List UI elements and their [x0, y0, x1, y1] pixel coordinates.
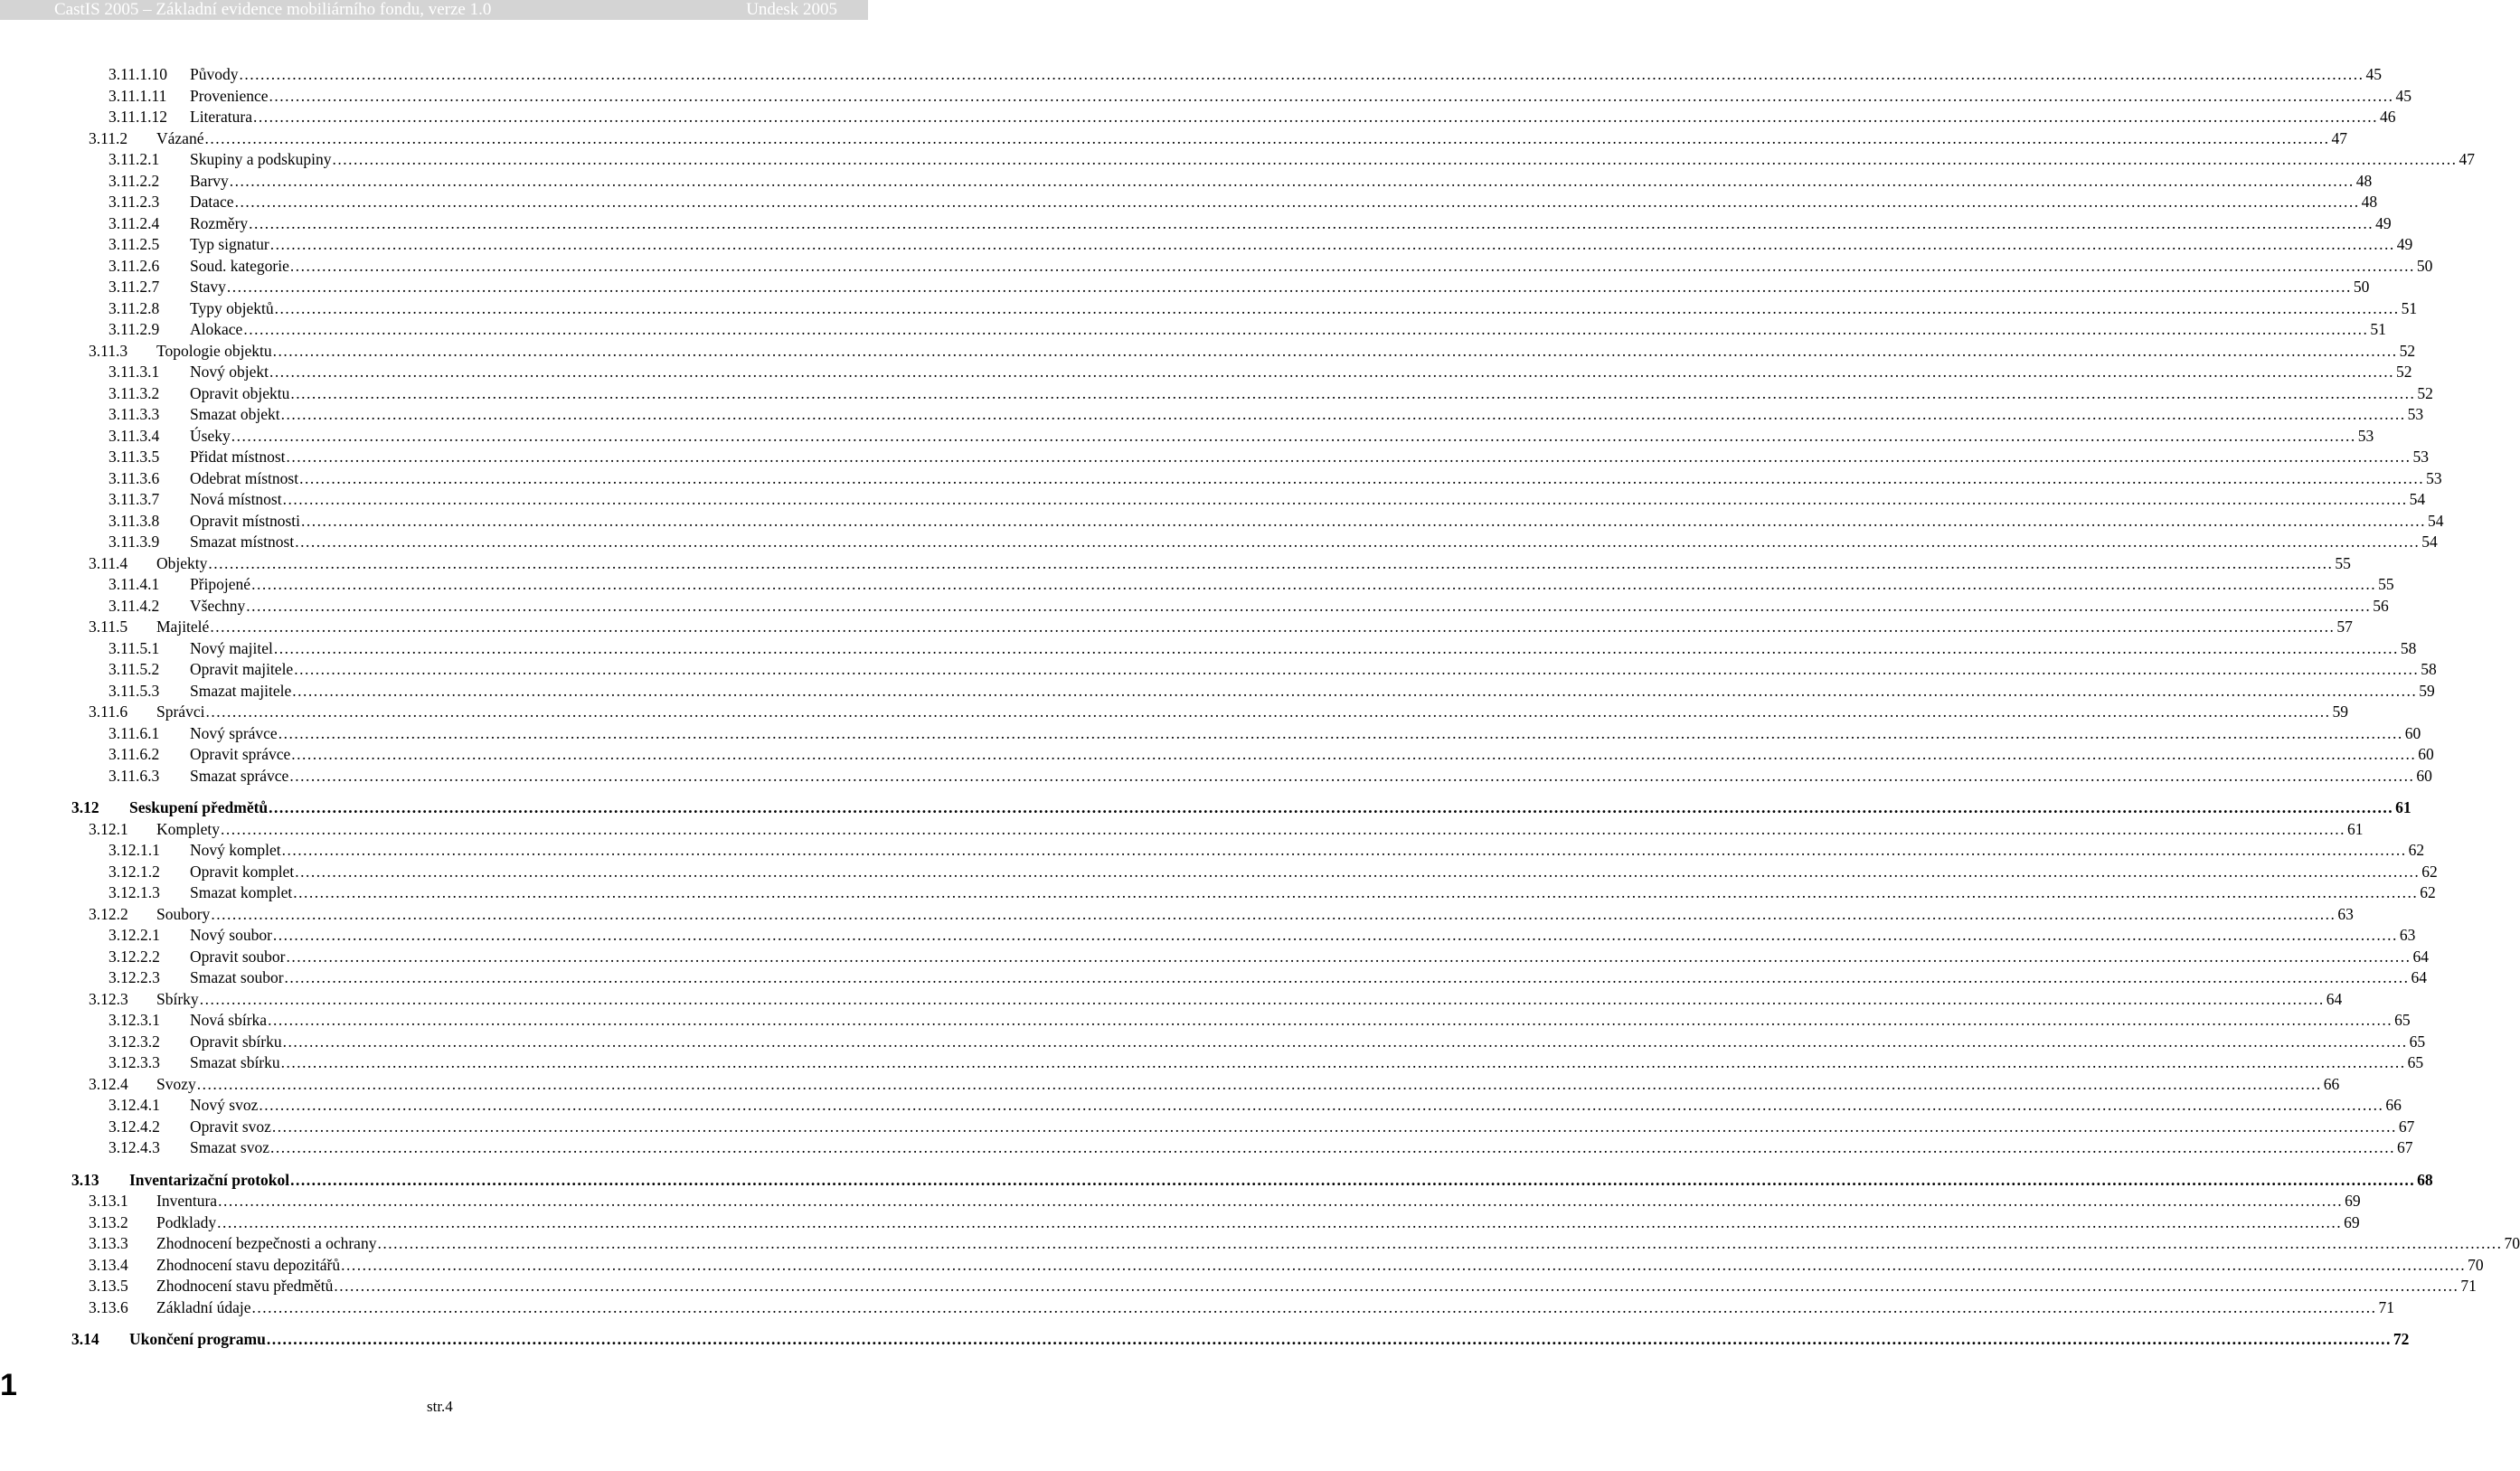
toc-entry[interactable]	[0, 922, 2416, 944]
toc-entry-number: 3.11.5.2	[109, 660, 160, 678]
dot-leader: ................................................................................................................................................................................................................................................................................................................................................................................................................	[249, 213, 2374, 232]
toc-entry-page: 62	[2420, 883, 2436, 901]
dot-leader: ................................................................................................................................................................................................................................................................................................................................................................................................................	[280, 1053, 2406, 1071]
toc-entry[interactable]	[0, 211, 2392, 232]
toc-entry-title: Seskupení předmětů	[129, 798, 269, 816]
toc-entry-page: 65	[2394, 1011, 2411, 1029]
toc-entry-title: Správci	[156, 702, 205, 721]
toc-entry-number: 3.11.6.1	[109, 723, 160, 742]
toc-entry-title: Opravit komplet	[190, 862, 295, 881]
toc-entry-number: 3.11.2.5	[109, 235, 160, 253]
toc-entry-page: 54	[2421, 533, 2438, 551]
dot-leader: ................................................................................................................................................................................................................................................................................................................................................................................................................	[210, 618, 2336, 636]
toc-entry-page: 51	[2370, 320, 2386, 338]
toc-entry[interactable]	[0, 699, 2348, 721]
toc-entry-number: 3.13.1	[89, 1192, 128, 1210]
toc-entry-page: 45	[2395, 86, 2411, 105]
toc-entry-title: Skupiny a podskupiny	[190, 150, 332, 168]
toc-entry-number: 3.11.3.3	[109, 405, 160, 423]
dot-leader: ................................................................................................................................................................................................................................................................................................................................................................................................................	[251, 1297, 2377, 1316]
toc-entry-title: Nový majitel	[190, 638, 273, 657]
toc-entry-page: 65	[2407, 1053, 2424, 1071]
dot-leader: ................................................................................................................................................................................................................................................................................................................................................................................................................	[221, 819, 2345, 838]
dot-leader: ................................................................................................................................................................................................................................................................................................................................................................................................................	[301, 511, 2427, 530]
toc-entry[interactable]	[0, 401, 2424, 423]
toc-entry-page: 53	[2407, 405, 2424, 423]
toc-entry-number: 3.11.1.11	[109, 86, 167, 105]
toc-entry-page: 70	[2504, 1234, 2520, 1252]
dot-leader: ................................................................................................................................................................................................................................................................................................................................................................................................................	[211, 904, 2336, 923]
toc-entry-page: 64	[2411, 968, 2428, 986]
toc-entry-page: 55	[2335, 553, 2351, 572]
toc-entry-number: 3.11.1.12	[109, 108, 167, 126]
dot-leader: ................................................................................................................................................................................................................................................................................................................................................................................................................	[269, 798, 2394, 816]
toc-entry-title: Připojené	[190, 575, 251, 593]
dot-leader: ................................................................................................................................................................................................................................................................................................................................................................................................................	[278, 723, 2403, 742]
toc-entry[interactable]	[0, 61, 2382, 83]
toc-entry-title: Literatura	[190, 108, 252, 126]
toc-entry-page: 48	[2355, 171, 2373, 190]
toc-entry-page: 49	[2396, 235, 2413, 253]
toc-entry-number: 3.12.3.1	[109, 1011, 160, 1029]
toc-entry-number: 3.13.6	[89, 1297, 128, 1316]
toc-entry-number: 3.12.1.3	[109, 883, 160, 901]
toc-entry-page: 63	[2399, 926, 2416, 944]
dot-leader: ................................................................................................................................................................................................................................................................................................................................................................................................................	[341, 1255, 2467, 1274]
toc-entry-number: 3.11.4.1	[109, 575, 160, 593]
toc-entry-title: Typy objektů	[190, 298, 274, 317]
dot-leader: ................................................................................................................................................................................................................................................................................................................................................................................................................	[269, 235, 2395, 253]
dot-leader: ................................................................................................................................................................................................................................................................................................................................................................................................................	[286, 448, 2411, 466]
toc-entry[interactable]	[0, 529, 2438, 551]
toc-entry-number: 3.11.2.7	[109, 278, 160, 296]
toc-entry[interactable]	[0, 83, 2411, 105]
toc-entry-number: 3.13	[71, 1170, 99, 1189]
toc-entry-title: Inventura	[156, 1192, 218, 1210]
toc-entry-title: Rozměry	[190, 213, 249, 232]
toc-entry[interactable]	[0, 593, 2389, 615]
toc-entry-page: 59	[2419, 681, 2435, 700]
toc-entry-page: 60	[2404, 723, 2421, 742]
toc-entry-title: Stavy	[190, 278, 226, 296]
toc-entry-title: Objekty	[156, 553, 208, 572]
dot-leader: ................................................................................................................................................................................................................................................................................................................................................................................................................	[234, 193, 2360, 211]
toc-entry-number: 3.11.2.4	[109, 213, 160, 232]
toc-entry-title: Zhodnocení stavu předmětů	[156, 1277, 334, 1295]
toc-entry-title: Odebrat místnost	[190, 468, 299, 487]
toc-entry-title: Typ signatur	[190, 235, 269, 253]
dot-leader: ................................................................................................................................................................................................................................................................................................................................................................................................................	[266, 1330, 2392, 1348]
toc-entry-page: 49	[2375, 213, 2392, 232]
toc-entry[interactable]	[0, 1252, 2484, 1274]
toc-entry-title: Komplety	[156, 819, 220, 838]
dot-leader: ................................................................................................................................................................................................................................................................................................................................................................................................................	[205, 702, 2331, 721]
toc-entry-title: Opravit správce	[190, 745, 291, 763]
toc-entry[interactable]	[0, 338, 2416, 360]
toc-entry[interactable]	[0, 444, 2429, 466]
dot-leader: ................................................................................................................................................................................................................................................................................................................................................................................................................	[289, 256, 2415, 275]
toc-entry-page: 59	[2332, 702, 2348, 721]
dot-leader: ................................................................................................................................................................................................................................................................................................................................................................................................................	[293, 883, 2419, 901]
toc-entry-number: 3.12.2.1	[109, 926, 160, 944]
toc-entry-number: 3.12.3.3	[109, 1053, 160, 1071]
dot-leader: ................................................................................................................................................................................................................................................................................................................................................................................................................	[269, 363, 2395, 381]
toc-entry-title: Nový komplet	[190, 841, 281, 859]
dot-leader: ................................................................................................................................................................................................................................................................................................................................................................................................................	[246, 596, 2372, 615]
toc-entry[interactable]	[0, 423, 2374, 445]
toc-entry-number: 3.12.4	[89, 1074, 128, 1093]
toc-entry[interactable]	[0, 1188, 2361, 1210]
toc-entry-number: 3.11.6.3	[109, 766, 160, 785]
toc-entry-number: 3.12	[71, 798, 99, 816]
toc-entry-page: 51	[2401, 298, 2418, 317]
toc-entry-title: Vázané	[156, 128, 204, 147]
toc-entry-page: 55	[2378, 575, 2394, 593]
toc-entry-number: 3.11.3.1	[109, 363, 160, 381]
toc-entry-title: Smazat majitele	[190, 681, 292, 700]
toc-entry-title: Barvy	[190, 171, 229, 190]
dot-leader: ................................................................................................................................................................................................................................................................................................................................................................................................................	[280, 405, 2406, 423]
toc-entry[interactable]	[0, 944, 2429, 966]
margin-number: 1	[0, 1368, 17, 1402]
toc-entry-title: Zhodnocení stavu depozitářů	[156, 1255, 341, 1274]
dot-leader: ................................................................................................................................................................................................................................................................................................................................................................................................................	[290, 383, 2416, 402]
toc-entry-page: 56	[2373, 596, 2389, 615]
toc-entry[interactable]	[0, 678, 2435, 700]
toc-entry-page: 64	[2326, 989, 2343, 1008]
toc-entry-number: 3.12.1	[89, 819, 128, 838]
dot-leader: ................................................................................................................................................................................................................................................................................................................................................................................................................	[295, 533, 2421, 551]
dot-leader: ................................................................................................................................................................................................................................................................................................................................................................................................................	[290, 1170, 2416, 1189]
dot-leader: ................................................................................................................................................................................................................................................................................................................................................................................................................	[273, 638, 2399, 657]
dot-leader: ................................................................................................................................................................................................................................................................................................................................................................................................................	[286, 947, 2411, 966]
toc-entry-number: 3.12.2	[89, 904, 128, 923]
toc-entry-number: 3.12.2.3	[109, 968, 160, 986]
dot-leader: ................................................................................................................................................................................................................................................................................................................................................................................................................	[218, 1192, 2344, 1210]
toc-entry-title: Opravit soubor	[190, 947, 286, 966]
toc-entry[interactable]	[0, 1167, 2433, 1189]
toc-entry-title: Topologie objektu	[156, 341, 272, 360]
dot-leader: ................................................................................................................................................................................................................................................................................................................................................................................................................	[299, 468, 2425, 487]
toc-entry[interactable]	[0, 296, 2418, 317]
toc-entry-page: 53	[2357, 426, 2374, 445]
toc-entry-page: 69	[2344, 1212, 2360, 1231]
toc-entry[interactable]	[0, 795, 2411, 816]
toc-entry[interactable]	[0, 1295, 2394, 1316]
toc-entry-title: Nový soubor	[190, 926, 272, 944]
toc-entry-page: 69	[2345, 1192, 2361, 1210]
toc-entry-page: 60	[2418, 745, 2434, 763]
dot-leader: ................................................................................................................................................................................................................................................................................................................................................................................................................	[217, 1212, 2343, 1231]
toc-entry-number: 3.11.2.2	[109, 171, 160, 190]
toc-entry-page: 66	[2323, 1074, 2340, 1093]
toc-entry[interactable]	[0, 571, 2394, 593]
dot-leader: ................................................................................................................................................................................................................................................................................................................................................................................................................	[271, 1117, 2397, 1136]
toc-entry-title: Smazat objekt	[190, 405, 280, 423]
dot-leader: ................................................................................................................................................................................................................................................................................................................................................................................................................	[274, 298, 2400, 317]
toc-entry-number: 3.11.2.3	[109, 193, 160, 211]
toc-entry-title: Přidat místnost	[190, 448, 286, 466]
dot-leader: ................................................................................................................................................................................................................................................................................................................................................................................................................	[281, 841, 2407, 859]
toc-entry-page: 54	[2409, 490, 2426, 508]
toc-entry-page: 50	[2353, 278, 2370, 296]
toc-entry-number: 3.11.4.2	[109, 596, 160, 615]
toc-entry[interactable]	[0, 880, 2436, 901]
dot-leader: ................................................................................................................................................................................................................................................................................................................................................................................................................	[272, 926, 2398, 944]
toc-entry-number: 3.11.3.9	[109, 533, 160, 551]
toc-entry-page: 48	[2361, 193, 2378, 211]
dot-leader: ................................................................................................................................................................................................................................................................................................................................................................................................................	[269, 1138, 2395, 1156]
toc-entry-page: 52	[2396, 363, 2412, 381]
toc-entry-title: Sbírky	[156, 989, 199, 1008]
toc-entry-number: 3.13.2	[89, 1212, 128, 1231]
toc-entry-page: 45	[2365, 65, 2382, 83]
toc-entry-page: 67	[2398, 1117, 2415, 1136]
toc-entry-title: Všechny	[190, 596, 246, 615]
toc-entry-page: 58	[2421, 660, 2437, 678]
toc-entry-page: 50	[2416, 256, 2433, 275]
toc-entry-page: 71	[2378, 1297, 2394, 1316]
toc-entry-title: Nový svoz	[190, 1096, 259, 1114]
dot-leader: ................................................................................................................................................................................................................................................................................................................................................................................................................	[252, 108, 2378, 126]
toc-entry[interactable]	[0, 1326, 2410, 1348]
toc-entry-page: 65	[2409, 1032, 2426, 1051]
dot-leader: ................................................................................................................................................................................................................................................................................................................................................................................................................	[196, 1074, 2322, 1093]
toc-entry-title: Smazat sbírku	[190, 1053, 280, 1071]
toc-entry-title: Nová místnost	[190, 490, 282, 508]
toc-entry[interactable]	[0, 486, 2426, 508]
toc-entry-title: Opravit majitele	[190, 660, 294, 678]
toc-entry[interactable]	[0, 636, 2417, 657]
toc-entry-title: Svozy	[156, 1074, 196, 1093]
toc-entry[interactable]	[0, 721, 2421, 742]
toc-entry-number: 3.11.5.1	[109, 638, 160, 657]
toc-entry[interactable]	[0, 1210, 2360, 1231]
toc-entry-number: 3.11.4	[89, 553, 128, 572]
toc-entry[interactable]	[0, 104, 2396, 126]
toc-entry-number: 3.14	[71, 1330, 99, 1348]
toc-entry-page: 61	[2347, 819, 2364, 838]
header-author: Undesk 2005	[746, 0, 837, 19]
toc-entry-number: 3.12.3	[89, 989, 128, 1008]
toc-entry[interactable]	[0, 656, 2437, 678]
toc-entry-page: 52	[2417, 383, 2433, 402]
toc-entry[interactable]	[0, 1029, 2426, 1051]
toc-entry-number: 3.12.1.1	[109, 841, 160, 859]
toc-entry[interactable]	[0, 816, 2364, 838]
dot-leader: ................................................................................................................................................................................................................................................................................................................................................................................................................	[284, 968, 2410, 986]
dot-leader: ................................................................................................................................................................................................................................................................................................................................................................................................................	[239, 65, 2364, 83]
toc-entry-number: 3.11.2.9	[109, 320, 160, 338]
toc-entry-title: Alokace	[190, 320, 243, 338]
toc-entry-title: Smazat správce	[190, 766, 289, 785]
dot-leader: ................................................................................................................................................................................................................................................................................................................................................................................................................	[208, 553, 2334, 572]
toc-entry-page: 60	[2416, 766, 2432, 785]
toc-entry-page: 67	[2396, 1138, 2413, 1156]
toc-entry-title: Provenience	[190, 86, 269, 105]
toc-entry-title: Datace	[190, 193, 234, 211]
toc-entry-number: 3.11.3.2	[109, 383, 160, 402]
toc-entry[interactable]	[0, 614, 2353, 636]
dot-leader: ................................................................................................................................................................................................................................................................................................................................................................................................................	[231, 426, 2356, 445]
toc-entry[interactable]	[0, 253, 2433, 275]
toc-entry[interactable]	[0, 837, 2425, 859]
toc-entry-title: Smazat soubor	[190, 968, 284, 986]
dot-leader: ................................................................................................................................................................................................................................................................................................................................................................................................................	[243, 320, 2369, 338]
toc-entry[interactable]	[0, 1273, 2477, 1295]
toc-entry-title: Smazat svoz	[190, 1138, 269, 1156]
toc-entry-title: Úseky	[190, 426, 231, 445]
toc-entry-number: 3.11.1.10	[109, 65, 167, 83]
toc-entry[interactable]	[0, 126, 2347, 147]
toc-entry-page: 46	[2379, 108, 2396, 126]
toc-entry-title: Inventarizační protokol	[129, 1170, 290, 1189]
toc-entry-number: 3.11.5	[89, 618, 128, 636]
toc-entry-number: 3.11.3.8	[109, 511, 160, 530]
toc-entry-title: Soud. kategorie	[190, 256, 289, 275]
toc-entry[interactable]	[0, 763, 2432, 785]
toc-entry[interactable]	[0, 965, 2428, 986]
toc-entry-number: 3.11.2	[89, 128, 128, 147]
toc-entry-number: 3.13.5	[89, 1277, 128, 1295]
toc-entry-page: 47	[2331, 128, 2347, 147]
toc-entry-title: Opravit objektu	[190, 383, 290, 402]
dot-leader: ................................................................................................................................................................................................................................................................................................................................................................................................................	[226, 278, 2352, 296]
toc-entry-title: Nový správce	[190, 723, 278, 742]
toc-entry-page: 62	[2421, 862, 2438, 881]
toc-entry-page: 66	[2385, 1096, 2402, 1114]
dot-leader: ................................................................................................................................................................................................................................................................................................................................................................................................................	[269, 86, 2394, 105]
toc-entry-title: Majitelé	[156, 618, 210, 636]
toc-entry-number: 3.13.3	[89, 1234, 128, 1252]
dot-leader: ................................................................................................................................................................................................................................................................................................................................................................................................................	[334, 1277, 2459, 1295]
dot-leader: ................................................................................................................................................................................................................................................................................................................................................................................................................	[268, 1011, 2393, 1029]
toc-entry-number: 3.12.4.3	[109, 1138, 160, 1156]
toc-entry[interactable]	[0, 231, 2413, 253]
toc-entry[interactable]	[0, 381, 2433, 402]
toc-entry-title: Smazat komplet	[190, 883, 293, 901]
toc-entry-number: 3.11.2.1	[109, 150, 160, 168]
toc-entry[interactable]	[0, 146, 2476, 168]
toc-entry-page: 53	[2426, 468, 2442, 487]
toc-entry[interactable]	[0, 1114, 2415, 1136]
toc-entry[interactable]	[0, 359, 2412, 381]
toc-entry[interactable]	[0, 859, 2438, 881]
toc-entry-number: 3.11.3.6	[109, 468, 160, 487]
dot-leader: ................................................................................................................................................................................................................................................................................................................................................................................................................	[377, 1234, 2503, 1252]
toc-entry-title: Opravit místnosti	[190, 511, 301, 530]
dot-leader: ................................................................................................................................................................................................................................................................................................................................................................................................................	[282, 1032, 2408, 1051]
toc-entry-page: 63	[2337, 904, 2354, 923]
toc-entry-page: 62	[2408, 841, 2425, 859]
toc-entry[interactable]	[0, 1050, 2424, 1071]
toc-entry-title: Podklady	[156, 1212, 217, 1231]
dot-leader: ................................................................................................................................................................................................................................................................................................................................................................................................................	[229, 171, 2355, 190]
toc-entry-page: 47	[2459, 150, 2476, 168]
dot-leader: ................................................................................................................................................................................................................................................................................................................................................................................................................	[272, 341, 2398, 360]
toc-entry-number: 3.12.3.2	[109, 1032, 160, 1051]
dot-leader: ................................................................................................................................................................................................................................................................................................................................................................................................................	[292, 681, 2418, 700]
toc-entry[interactable]	[0, 274, 2370, 296]
toc-entry-number: 3.12.4.2	[109, 1117, 160, 1136]
dot-leader: ................................................................................................................................................................................................................................................................................................................................................................................................................	[259, 1096, 2384, 1114]
toc-entry-page: 54	[2428, 511, 2444, 530]
dot-leader: ................................................................................................................................................................................................................................................................................................................................................................................................................	[251, 575, 2377, 593]
toc-entry-page: 58	[2400, 638, 2417, 657]
toc-entry-page: 64	[2412, 947, 2429, 966]
toc-entry[interactable]	[0, 508, 2444, 530]
toc-entry-page: 71	[2460, 1277, 2477, 1295]
toc-entry-number: 3.11.3.5	[109, 448, 160, 466]
toc-entry-page: 68	[2417, 1170, 2433, 1189]
toc-entry-number: 3.11.3.4	[109, 426, 160, 445]
toc-entry-page: 52	[2399, 341, 2416, 360]
toc-entry-number: 3.11.5.3	[109, 681, 160, 700]
toc-entry-title: Smazat místnost	[190, 533, 295, 551]
toc-entry-number: 3.12.1.2	[109, 862, 160, 881]
toc-entry-title: Opravit svoz	[190, 1117, 271, 1136]
toc-entry-title: Původy	[190, 65, 239, 83]
toc-entry-page: 70	[2468, 1255, 2484, 1274]
dot-leader: ................................................................................................................................................................................................................................................................................................................................................................................................................	[282, 490, 2408, 508]
toc-entry-number: 3.13.4	[89, 1255, 128, 1274]
toc-entry[interactable]	[0, 168, 2373, 190]
toc-entry[interactable]	[0, 466, 2442, 487]
toc-entry-number: 3.11.3.7	[109, 490, 160, 508]
toc-entry[interactable]	[0, 741, 2434, 763]
toc-entry-title: Ukončení programu	[129, 1330, 266, 1348]
toc-entry[interactable]	[0, 316, 2386, 338]
toc-entry-page: 61	[2395, 798, 2411, 816]
toc-entry-page: 57	[2336, 618, 2353, 636]
toc-entry-number: 3.11.2.6	[109, 256, 160, 275]
dot-leader: ................................................................................................................................................................................................................................................................................................................................................................................................................	[291, 745, 2417, 763]
dot-leader: ................................................................................................................................................................................................................................................................................................................................................................................................................	[294, 660, 2420, 678]
dot-leader: ................................................................................................................................................................................................................................................................................................................................................................................................................	[289, 766, 2415, 785]
toc-entry-title: Základní údaje	[156, 1297, 251, 1316]
toc-entry-number: 3.11.6	[89, 702, 128, 721]
toc-entry-title: Nová sbírka	[190, 1011, 268, 1029]
toc-entry[interactable]	[0, 189, 2378, 211]
toc-entry[interactable]	[0, 901, 2354, 923]
dot-leader: ................................................................................................................................................................................................................................................................................................................................................................................................................	[332, 150, 2458, 168]
toc-entry[interactable]	[0, 1007, 2411, 1029]
dot-leader: ................................................................................................................................................................................................................................................................................................................................................................................................................	[199, 989, 2325, 1008]
toc-entry-title: Opravit sbírku	[190, 1032, 282, 1051]
header-title: CastIS 2005 – Základní evidence mobiliárního fondu, verze 1.0	[54, 0, 492, 19]
toc-entry[interactable]	[0, 1135, 2413, 1156]
toc-entry-number: 3.11.2.8	[109, 298, 160, 317]
toc-entry-page: 53	[2412, 448, 2429, 466]
toc-entry[interactable]	[0, 551, 2351, 572]
toc-entry-number: 3.12.4.1	[109, 1096, 160, 1114]
toc-entry[interactable]	[0, 1231, 2520, 1252]
toc-entry-number: 3.11.6.2	[109, 745, 160, 763]
toc-entry-title: Soubory	[156, 904, 211, 923]
toc-entry[interactable]	[0, 986, 2343, 1008]
toc-entry-page: 72	[2393, 1330, 2410, 1348]
toc-entry-title: Nový objekt	[190, 363, 269, 381]
toc-entry[interactable]	[0, 1071, 2340, 1093]
toc-entry[interactable]	[0, 1092, 2402, 1114]
toc-entry-number: 3.12.2.2	[109, 947, 160, 966]
dot-leader: ................................................................................................................................................................................................................................................................................................................................................................................................................	[204, 128, 2330, 147]
page-footer: str.4	[427, 1398, 453, 1415]
dot-leader: ................................................................................................................................................................................................................................................................................................................................................................................................................	[295, 862, 2421, 881]
toc-entry-title: Zhodnocení bezpečnosti a ochrany	[156, 1234, 377, 1252]
toc-entry-number: 3.11.3	[89, 341, 128, 360]
